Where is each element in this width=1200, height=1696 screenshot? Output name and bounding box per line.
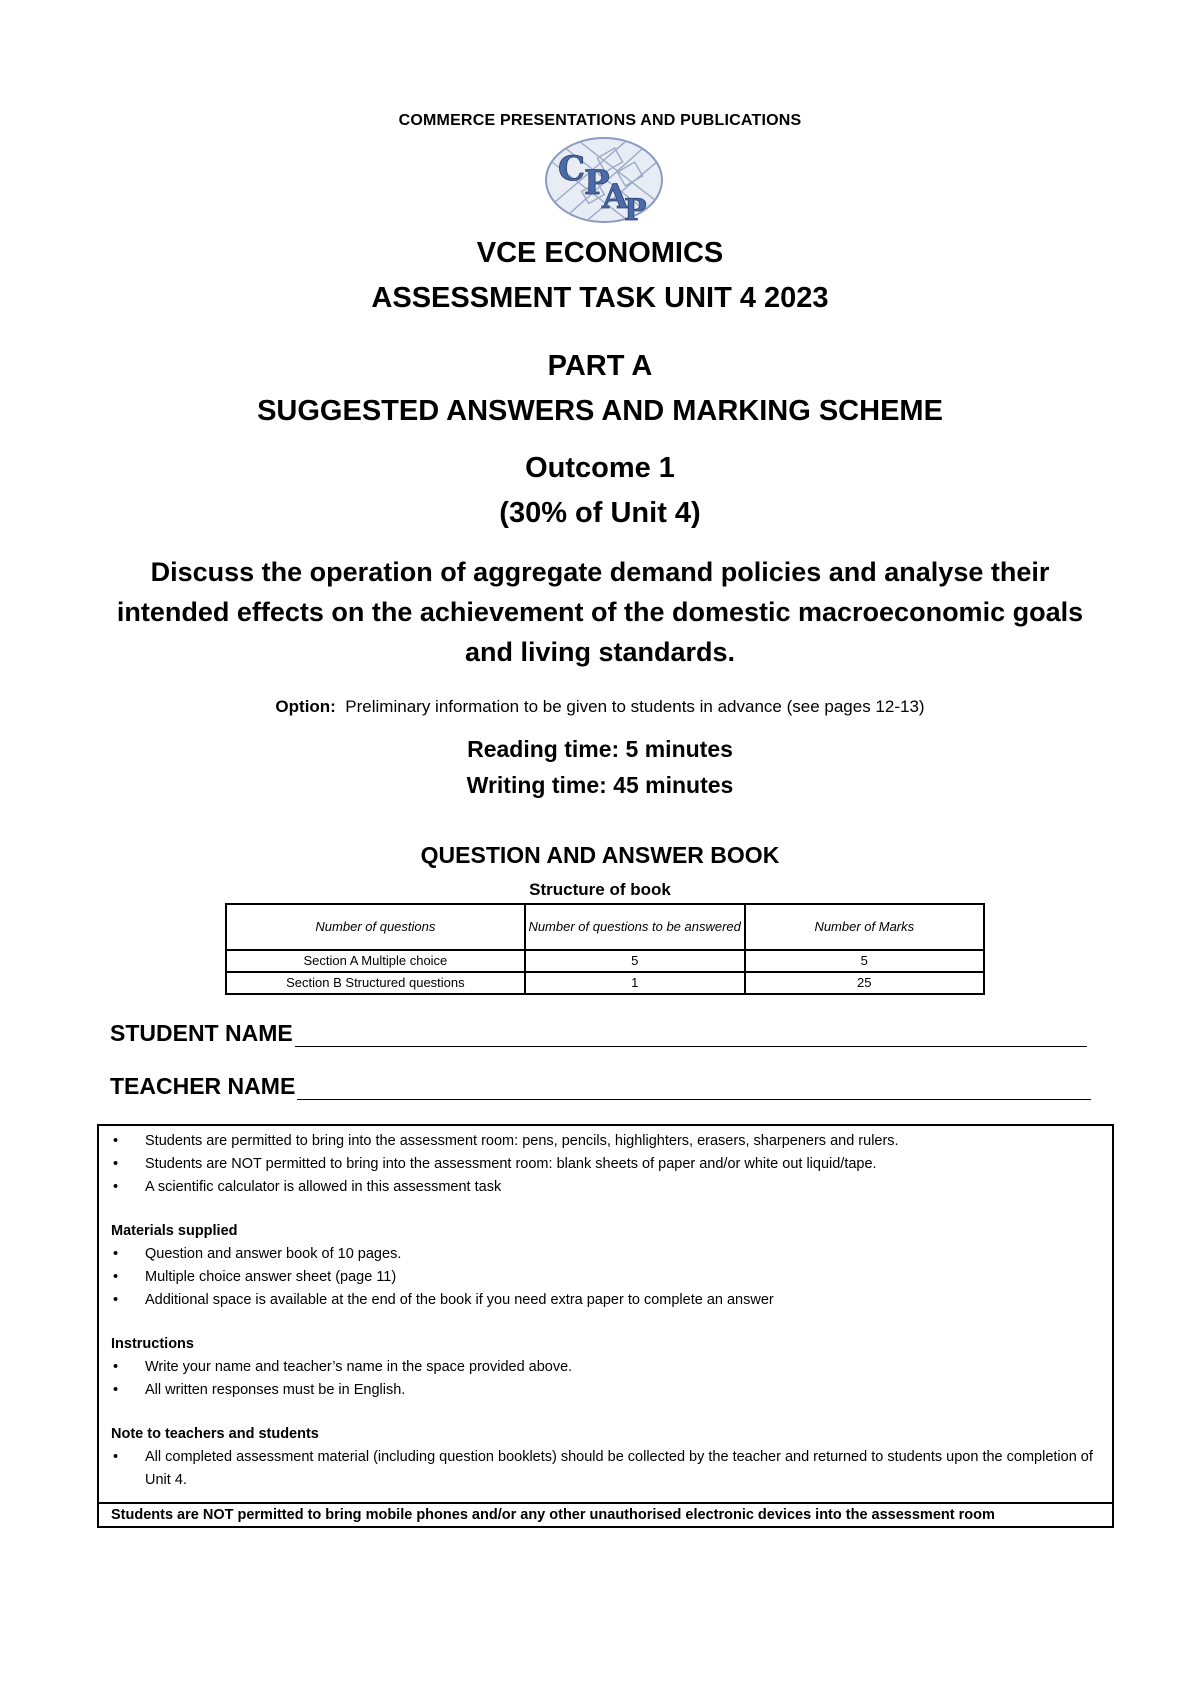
list-item: • Multiple choice answer sheet (page 11) bbox=[111, 1266, 1096, 1289]
svg-text:P: P bbox=[584, 163, 610, 203]
general-rules-list bbox=[111, 1130, 1096, 1199]
list-item: • All written responses must be in English. bbox=[111, 1379, 1096, 1402]
table-header: Number of questions to be answered bbox=[525, 904, 745, 950]
note-heading: Note to teachers and students bbox=[111, 1426, 319, 1442]
table-cell: Section A Multiple choice bbox=[226, 950, 525, 972]
publisher-name: COMMERCE PRESENTATIONS AND PUBLICATIONS bbox=[398, 112, 802, 129]
svg-text:C: C bbox=[558, 149, 586, 189]
teacher-name-label: TEACHER NAME bbox=[110, 1073, 296, 1099]
list-item: • A scientific calculator is allowed in this assessment task bbox=[111, 1176, 1096, 1199]
list-item: • Students are permitted to bring into the assessment room: pens, pencils, highlighters, erasers, sharpeners and rulers. bbox=[111, 1130, 1096, 1153]
svg-text:P: P bbox=[624, 193, 647, 226]
table-row bbox=[226, 972, 984, 994]
structure-title: Structure of book bbox=[529, 880, 671, 899]
reading-time: Reading time: 5 minutes bbox=[467, 736, 733, 762]
rules-box bbox=[97, 1124, 1114, 1504]
outcome-description: Discuss the operation of aggregate demand policies and analyse their intended effects on the achievement of the domestic macroeconomic goals and living standards. bbox=[116, 557, 1084, 667]
student-name-field[interactable] bbox=[110, 1020, 1087, 1047]
notes-list bbox=[111, 1446, 1096, 1492]
table-cell: Section B Structured questions bbox=[226, 972, 525, 994]
list-item: • Additional space is available at the end of the book if you need extra paper to complete an answer bbox=[111, 1289, 1096, 1312]
teacher-name-field[interactable] bbox=[110, 1073, 1091, 1100]
instructions-heading: Instructions bbox=[111, 1336, 194, 1352]
title-part: PART A bbox=[547, 350, 653, 382]
table-cell: 25 bbox=[745, 972, 984, 994]
table-row bbox=[226, 950, 984, 972]
table-cell: 5 bbox=[525, 950, 745, 972]
list-item: • Question and answer book of 10 pages. bbox=[111, 1243, 1096, 1266]
book-title: QUESTION AND ANSWER BOOK bbox=[420, 842, 780, 868]
title-task: ASSESSMENT TASK UNIT 4 2023 bbox=[371, 282, 829, 314]
materials-heading: Materials supplied bbox=[111, 1223, 238, 1239]
list-item: • All completed assessment material (including question booklets) should be collected by the teacher and returned to students upon the completion of Unit 4. bbox=[111, 1446, 1096, 1492]
title-scheme: SUGGESTED ANSWERS AND MARKING SCHEME bbox=[257, 395, 943, 427]
structure-table bbox=[225, 903, 985, 995]
option-text: Preliminary information to be given to students in advance (see pages 12-13) bbox=[345, 697, 925, 716]
outcome-weight: (30% of Unit 4) bbox=[499, 497, 701, 529]
table-header: Number of Marks bbox=[745, 904, 984, 950]
instructions-list bbox=[111, 1356, 1096, 1402]
table-header: Number of questions bbox=[226, 904, 525, 950]
option-label: Option: bbox=[275, 697, 336, 716]
rules-footer-text: Students are NOT permitted to bring mobile phones and/or any other unauthorised electronic devices into the assessment room bbox=[111, 1507, 995, 1523]
teacher-name-line[interactable] bbox=[297, 1073, 1091, 1100]
table-cell: 1 bbox=[525, 972, 745, 994]
materials-list bbox=[111, 1243, 1096, 1312]
list-item: • Students are NOT permitted to bring into the assessment room: blank sheets of paper and/or white out liquid/tape. bbox=[111, 1153, 1096, 1176]
student-name-label: STUDENT NAME bbox=[110, 1020, 293, 1046]
list-item: • Write your name and teacher’s name in the space provided above. bbox=[111, 1356, 1096, 1379]
student-name-line[interactable] bbox=[295, 1020, 1087, 1047]
option-line bbox=[0, 697, 1200, 717]
table-header-row bbox=[226, 904, 984, 950]
title-subject: VCE ECONOMICS bbox=[476, 237, 724, 269]
table-cell: 5 bbox=[745, 950, 984, 972]
svg-text:A: A bbox=[602, 177, 629, 217]
rules-footer bbox=[97, 1502, 1114, 1528]
writing-time: Writing time: 45 minutes bbox=[466, 772, 734, 798]
outcome-name: Outcome 1 bbox=[525, 452, 675, 484]
cpap-logo bbox=[540, 134, 668, 226]
